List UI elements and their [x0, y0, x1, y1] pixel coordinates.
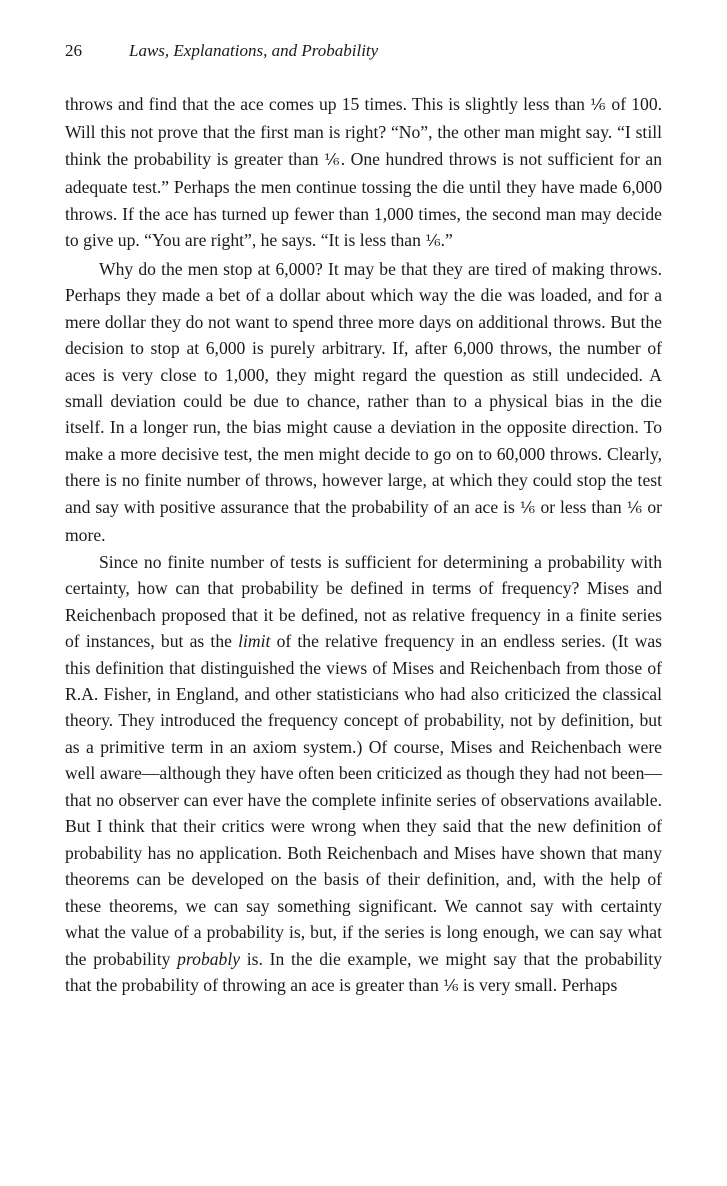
running-title: Laws, Explanations, and Probability — [129, 41, 379, 60]
fraction: ⅙ — [626, 499, 643, 517]
fraction: ⅙ — [443, 977, 459, 995]
text-run: throws and find that the ace comes up 15 times. This is slightly less than — [65, 94, 591, 114]
fraction: ⅙ — [590, 97, 607, 114]
fraction: ⅙ — [425, 233, 441, 251]
emphasis: limit — [238, 631, 271, 652]
paragraph — [65, 549, 662, 1001]
paragraph — [65, 256, 662, 549]
text-run: is very small. Perhaps — [458, 974, 618, 995]
fraction: ⅙ — [519, 499, 536, 517]
running-header — [65, 40, 662, 62]
page-number: 26 — [65, 41, 82, 60]
text-run: of the relative frequency in an endless series. (It was this definition that distinguished the views of Mises and Reichenbach from those of R.A. Fisher, in England, and other statisticians who had also criticized the classical theory. They introduced the frequency concept of probability, not by definition, but as a primitive term in an axiom system.) Of course, Mises and Reichenbach were well aware—although they have often been criticized as though they had not been—that no observer can ever have the complete infinite series of observations available. But I think that their critics were wrong when they said that the new definition of probability has no application. Both Reichenbach and Mises have shown that many theorems can be developed on the basis of their definition, and, with the help of these theorems, we can say something significant. We cannot say with certainty what the value of a probability is, but, if the series is long enough, we can say what the probability — [65, 631, 662, 969]
text-run: .” — [440, 230, 453, 251]
text-run: Since no finite number of tests is sufficient for determining a probability with certainty, how can that probability be defined in terms of frequency? Mises and Reichenbach proposed that it be defined, not as relative frequency in a finite series of instances, but as the — [65, 551, 662, 652]
fraction: ⅙ — [324, 151, 341, 169]
text-run: Why do the men stop at 6,000? It may be that they are tired of making throws. Perhaps they made a bet of a dollar about which way the die was loaded, and for a mere dollar they do not want to spend three more days on additional throws. But the decision to stop at 6,000 is purely arbitrary. If, after 6,000 throws, the number of aces is very close to 1,000, they might regard the question as still undecided. A small deviation could be due to chance, rather than to a physical bias in the die itself. In a longer run, the bias might cause a deviation in the opposite direction. To make a more decisive test, the men might decide to go on to 60,000 throws. Clearly, there is no finite number of throws, however large, at which they could stop the test and say with positive assurance that the probability of an ace is — [65, 258, 662, 517]
text-run: or more. — [65, 496, 662, 546]
body-text — [65, 91, 662, 1000]
paragraph — [65, 91, 662, 256]
text-run: of 100. Will this not prove that the first man is right? “No”, the other man might say. “I still think the probability is greater than — [65, 94, 663, 169]
emphasis: probably — [177, 948, 241, 969]
book-page — [65, 40, 662, 1000]
text-run: . One hundred throws is not sufficient for an adequate test.” Perhaps the men continue tossing the die until they have made 6,000 throws. If the ace has turned up fewer than 1,000 times, the second man may decide to give up. “You are right”, he says. “It is less than — [65, 148, 663, 251]
text-run: or less than — [535, 496, 627, 517]
text-run: is. In the die example, we might say that the probability that the probability of throwing an ace is greater than — [65, 948, 662, 995]
